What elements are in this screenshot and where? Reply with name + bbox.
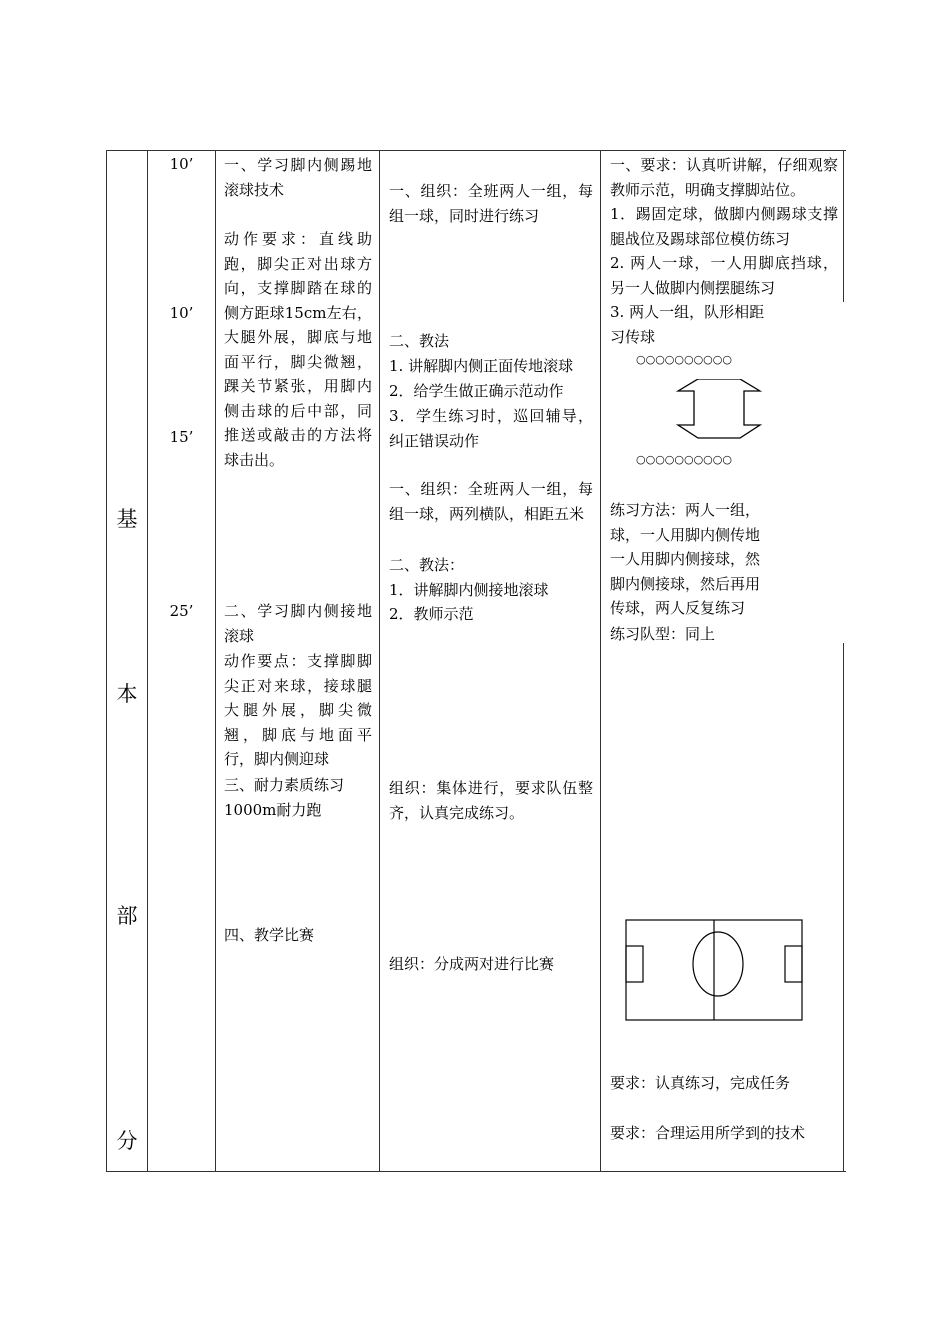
organization-cell xyxy=(380,151,601,1172)
right-border-segment xyxy=(843,643,844,1172)
method-2-item: 1．讲解脚内侧接地滚球 xyxy=(389,581,549,599)
endurance-title: 三、耐力素质练习 xyxy=(224,776,345,794)
student-req-3: 要求：合理运用所学到的技术 xyxy=(610,1124,806,1142)
lesson-plan-table xyxy=(106,150,846,1172)
student-cell xyxy=(601,151,846,1172)
time-value: 25’ xyxy=(169,602,194,620)
kick-title: 一、学习脚内侧踢地滚球技术 xyxy=(224,156,372,199)
formation-row-bottom: ○○○○○○○○○○ xyxy=(636,453,732,466)
time-value: 10’ xyxy=(169,304,194,322)
method-1-title: 二、教法 xyxy=(389,332,450,350)
section-char: 分 xyxy=(116,1129,138,1153)
student-req-1: 一、要求：认真听讲解，仔细观察教师示范，明确支撑脚站位。 xyxy=(610,156,838,199)
practice-method-text: 练习方法：两人一组，球，一人用脚内侧传地一人用脚内侧接球，然脚内侧接球，然后再用传球，两人反复练习 xyxy=(610,501,761,617)
formation-row-top: ○○○○○○○○○○ xyxy=(636,353,732,366)
kick-requirements: 动作要求：直线助跑，脚尖正对出球方向，支撑脚踏在球的侧方距球15cm左右，大腿外展，脚底与地面平行，脚尖微翘，踝关节紧张，用脚内侧击球的后中部，同推送或敲击的方法将球击出。 xyxy=(224,230,372,469)
method-1-item: 3．学生练习时，巡回辅导，纠正错误动作 xyxy=(389,407,593,450)
content-cell xyxy=(216,151,380,1172)
time-value: 10’ xyxy=(169,155,194,173)
formation-note: 练习队型：同上 xyxy=(610,625,716,643)
method-2-title: 二、教法： xyxy=(389,556,465,574)
section-char: 基 xyxy=(116,507,138,531)
receive-title: 二、学习脚内侧接地滚球 xyxy=(224,602,372,645)
time-value: 15’ xyxy=(169,428,194,446)
student-item-2: 2. 两人一球，一人用脚底挡球，另一人做脚内侧摆腿练习 xyxy=(610,254,838,297)
org-1: 一、组织：全班两人一组，每组一球，同时进行练习 xyxy=(389,182,593,225)
endurance-detail: 1000m耐力跑 xyxy=(224,801,322,819)
method-1-item: 1. 讲解脚内侧正面传地滚球 xyxy=(389,357,574,375)
student-item-3-cont: 习传球 xyxy=(610,328,656,346)
method-2-item: 2．教师示范 xyxy=(389,605,474,623)
student-item-3: 3. 两人一组，队形相距 xyxy=(610,303,765,321)
org-4: 组织：分成两对进行比赛 xyxy=(389,955,555,973)
org-3: 组织：集体进行，要求队伍整齐，认真完成练习。 xyxy=(389,779,593,822)
time-cell xyxy=(148,151,216,1172)
section-char: 本 xyxy=(116,682,138,706)
org-2: 一、组织：全班两人一组，每组一球，两列横队，相距五米 xyxy=(389,480,593,523)
student-req-2: 要求：认真练习，完成任务 xyxy=(610,1074,791,1092)
section-char: 部 xyxy=(116,904,138,928)
receive-points: 动作要点：支撑脚脚尖正对来球，接球腿大腿外展，脚尖微翘，脚底与地面平行，脚内侧迎球 xyxy=(224,652,372,768)
section-cell xyxy=(107,151,148,1172)
practice-method xyxy=(610,498,774,622)
match-title: 四、教学比赛 xyxy=(224,926,315,944)
method-1-item: 2．给学生做正确示范动作 xyxy=(389,382,564,400)
student-item-1: 1．踢固定球，做脚内侧踢球支撑腿战位及踢球部位模仿练习 xyxy=(610,205,838,248)
double-arrow-icon xyxy=(676,379,762,439)
right-border-segment xyxy=(843,150,844,302)
soccer-field-diagram xyxy=(625,919,805,1023)
